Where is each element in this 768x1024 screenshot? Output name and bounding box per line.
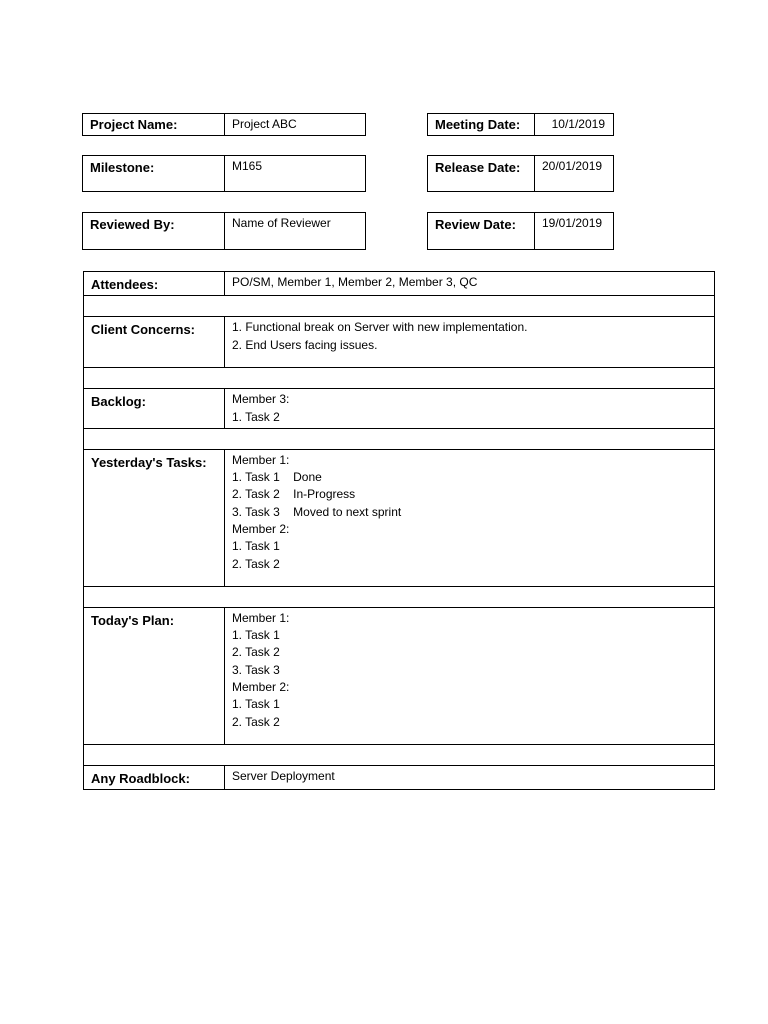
yesterday-task-line: 3. Task 3 Moved to next sprint (232, 504, 402, 519)
meeting-date-field (427, 113, 614, 136)
client-concerns-label: Client Concerns: (84, 317, 225, 368)
todays-plan-value (225, 607, 715, 744)
today-plan-line: 2. Task 2 (232, 714, 280, 729)
attendees-line: PO/SM, Member 1, Member 2, Member 3, QC (232, 275, 478, 289)
today-plan-line: 2. Task 2 (232, 645, 280, 660)
today-plan-line: 1. Task 1 (232, 628, 280, 643)
client-concern-line: 2. End Users facing issues. (232, 337, 378, 352)
spacer-row (84, 586, 715, 607)
milestone-value: M165 (232, 159, 263, 173)
yesterdays-tasks-value (225, 449, 715, 586)
review-date-value: 19/01/2019 (542, 216, 603, 230)
attendees-value (225, 272, 715, 296)
milestone-field (82, 155, 366, 192)
project-name-label: Project Name: (83, 114, 225, 135)
yesterday-task-line: Member 1: (232, 452, 290, 467)
yesterday-task-line: 1. Task 1 Done (232, 470, 322, 485)
spacer-row (84, 744, 715, 765)
todays-plan-row (84, 607, 715, 744)
today-plan-line: 1. Task 1 (232, 697, 280, 712)
attendees-row (84, 272, 715, 296)
backlog-line: 1. Task 2 (232, 409, 280, 424)
any-roadblock-label: Any Roadblock: (84, 765, 225, 789)
release-date-field (427, 155, 614, 192)
backlog-value (225, 389, 715, 429)
yesterday-task-line: 2. Task 2 (232, 556, 280, 571)
reviewed-by-label: Reviewed By: (83, 213, 225, 249)
yesterdays-tasks-row (84, 449, 715, 586)
meeting-date-value: 10/1/2019 (551, 117, 605, 131)
standup-table (83, 271, 715, 790)
client-concerns-value (225, 317, 715, 368)
today-plan-line: Member 2: (232, 680, 290, 695)
attendees-label: Attendees: (84, 272, 225, 296)
review-date-label: Review Date: (428, 213, 535, 249)
backlog-row (84, 389, 715, 429)
meeting-date-label: Meeting Date: (428, 114, 535, 135)
yesterday-task-line: Member 2: (232, 522, 290, 537)
project-name-value: Project ABC (232, 117, 297, 131)
backlog-line: Member 3: (232, 392, 290, 407)
reviewed-by-field (82, 212, 366, 250)
yesterdays-tasks-label: Yesterday's Tasks: (84, 449, 225, 586)
yesterday-task-line: 1. Task 1 (232, 539, 280, 554)
client-concerns-row (84, 317, 715, 368)
roadblock-line: Server Deployment (232, 768, 335, 783)
spacer-row (84, 428, 715, 449)
any-roadblock-value (225, 765, 715, 789)
yesterday-task-line: 2. Task 2 In-Progress (232, 487, 356, 502)
spacer-row (84, 368, 715, 389)
milestone-label: Milestone: (83, 156, 225, 191)
today-plan-line: Member 1: (232, 610, 290, 625)
review-date-field (427, 212, 614, 250)
client-concern-line: 1. Functional break on Server with new implementation. (232, 320, 528, 335)
release-date-value: 20/01/2019 (542, 159, 603, 173)
any-roadblock-row (84, 765, 715, 789)
release-date-label: Release Date: (428, 156, 535, 191)
project-name-field (82, 113, 366, 136)
reviewed-by-value: Name of Reviewer (232, 216, 331, 230)
backlog-label: Backlog: (84, 389, 225, 429)
spacer-row (84, 296, 715, 317)
todays-plan-label: Today's Plan: (84, 607, 225, 744)
today-plan-line: 3. Task 3 (232, 662, 280, 677)
